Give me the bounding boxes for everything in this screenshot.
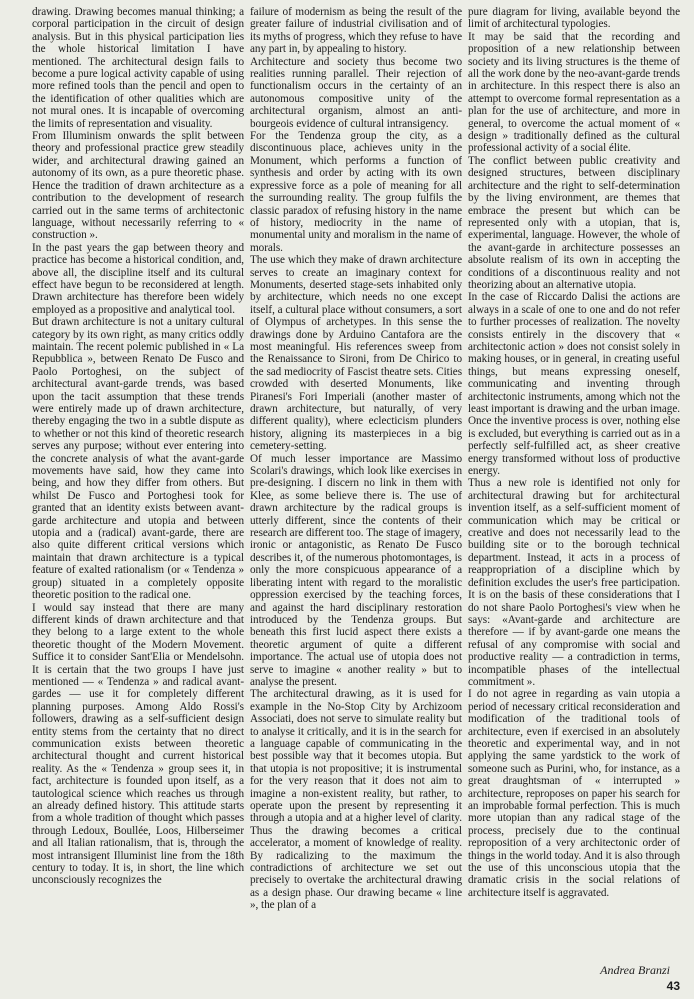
paragraph: Thus a new role is identified not only for architectural drawing but for architectural invention itself, as a self-sufficient moment of communication which may be critical or creative and does not necessarily lead to the building site or to the borough technical department. Instead, it acts in a process of reappropriation of a discipline which by definition excludes the user's free participation. It is on the basis of these considerations that I do not share Paolo Portoghesi's view when he says: «Avant-garde and architecture are therefore — if by avant-garde one means the refusal of any compromise with social and productive reality — a contradiction in terms, incompatible phases of the intellectual commitment ». xyxy=(468,477,680,688)
paragraph: In the case of Riccardo Dalisi the actions are always in a scale of one to one and do not refer to further processes of realization. The novelty consists entirely in the discovery that « architectonic action » does not consist solely in making houses, or in general, in creating useful things, but means expressing oneself, communicating and inventing through architectonic instruments, among which not the least important is drawing and the urban image. Once the inventive process is over, nothing else is excluded, but everything is carried out as in a perfectly self-fulfilled act, as sheer creative energy transformed without loss of productive energy. xyxy=(468,291,680,478)
paragraph: The use which they make of drawn architecture serves to create an imaginary context for Monuments, deserted stage-sets inhabited only by architecture, which needs no one except itself, a cultural place without consumers, a sort of Olympus of archetypes. In this sense the drawings done by Arduino Cantafora are the most meaningful. His references sweep from the Renaissance to Sironi, from De Chirico to the sad mediocrity of Fascist theatre sets. Cities crowded with deserted Monuments, like Piranesi's Fori Imperiali (another master of drawn architecture, but naturally, of very different quality), where eclecticism plunders history, aligning its masterpieces in a big cemetery-setting. xyxy=(250,254,462,453)
paragraph: Of much lesser importance are Massimo Scolari's drawings, which look like exercises in pre-designing. I discern no link in them with Klee, as some believe there is. The use of drawn architecture by the radical groups is utterly different, since the contents of their research are different too. The stage of imagery, ironic or antagonistic, as Renato De Fusco describes it, of the numerous photomontages, is only the more conspicuous appearance of a liberating intent with regard to the moralistic oppression exercised by the teaching forces, and against the hard disciplinary restoration introduced by the Tendenza groups. But beneath this first lucid aspect there exists a theoretic argument of quite a different importance. The actual use of utopia does not serve to imagine « another reality » but to analyse the present. xyxy=(250,452,462,688)
paragraph: I do not agree in regarding as vain utopia a period of necessary critical reconsideration and modification of the traditional tools of architecture, even if exercised in an absolutely theoretic and experimental way, and in not applying the same yardstick to the work of someone such as Purini, who, for instance, as a great draughtsman of « interrupted » architecture, reproposes on paper his search for an improbable formal perfection. This is much more utopian than any radical stage of the process, precisely due to the continual reproposition of a very architectonic order of things in the world today. And it is also through the use of this unconscious utopia that the dramatic crisis in the social relations of architecture itself is aggravated. xyxy=(468,688,680,899)
text-column-3 xyxy=(468,6,680,966)
paragraph: failure of modernism as being the result of the greater failure of industrial civilisation and of its myths of progress, which they refuse to have any part in, by appealing to history. xyxy=(250,6,462,56)
paragraph: But drawn architecture is not a unitary cultural category by its own right, as many critics oddly maintain. The recent polemic published in « La Repubblica », between Renato De Fusco and Paolo Portoghesi, on the subject of architectural avant-garde trends, was based upon the tacit assumption that these trends were entirely made up of drawn architecture, thereby engaging the two in a subtle dispute as to whether or not this kind of theoretic research serves any purpose; without ever entering into the concrete analysis of what the avant-garde movements have said, how they came into being, and how they differ from others. But whilst De Fusco and Portoghesi took for granted that an identity exists between avant-garde architecture and utopia and between utopia and a (radical) avant-garde, there are also quite different critical versions which maintain that drawn architecture is a typical feature of exalted rationalism (or « Tendenza » group) situated in a completely opposite theoretic position to the radical one. xyxy=(32,316,244,602)
paragraph: I would say instead that there are many different kinds of drawn architecture and that they belong to a large extent to the whole theoretic thought of the Modern Movement. Suffice it to consider Sant'Elia or Mendelsohn. It is certain that the two groups I have just mentioned — « Tendenza » and radical avant-gardes — use it for completely different planning purposes. Among Aldo Rossi's followers, drawing as a self-sufficient design entity stems from the certainty that no direct communication exists between theoretic architectural thought and current historical reality. As the « Tendenza » group sees it, in fact, architecture is founded upon itself, as a tautological science which reaches us through an already defined history. This attitude starts from a whole tradition of thought which passes through Ledoux, Boullée, Loos, Hilberseimer and all Italian rationalism, that is, through the most intransigent Illuminist line from the 18th century to today. It is, in short, the line which unconsciously recognizes the xyxy=(32,601,244,887)
text-column-1 xyxy=(32,6,244,966)
paragraph: pure diagram for living, available beyond the limit of architectural typologies. xyxy=(468,6,680,31)
text-column-2 xyxy=(250,6,462,966)
paragraph: From Illuminism onwards the split between theory and professional practice grew steadily wider, and architectural drawing gained an autonomy of its own, as a pure theoretic phase. Hence the tradition of drawn architecture as a contribution to the development of research carried out in the same terms of architectonic language, without necessarily referring to « construction ». xyxy=(32,130,244,242)
paragraph: It may be said that the recording and proposition of a new relationship between society and its living structures is the theme of all the work done by the neo-avant-garde trends in architecture. In this respect there is also an attempt to overcome formal representation as a plan for the use of architecture, and more in general, to overcome the actual moment of « design » traditionally defined as the cultural professional activity of a social élite. xyxy=(468,30,680,155)
paragraph: In the past years the gap between theory and practice has become a historical condition, and, above all, the discipline itself and its cultural effect have begun to be reconsidered at length. Drawn architecture has therefore been widely employed as a propositive and analytical tool. xyxy=(32,241,244,316)
paragraph: The architectural drawing, as it is used for example in the No-Stop City by Archizoom Associati, does not serve to simulate reality but to analyse it critically, and it is in the search for a language capable of communicating in the best possible way that it becomes utopia. But that utopia is not propositive; it is instrumental for the very reason that it does not aim to imagine a non-existent reality, but rather, to operate upon the present by representing it through a utopia and at a higher level of clarity. Thus the drawing becomes a critical accelerator, a moment of knowledge of reality. By radicalizing to the maximum the contradictions of architecture we set out precisely to overtake the architectural drawing as a design phase. Our drawing became « line », the plan of a xyxy=(250,688,462,912)
article-page xyxy=(32,6,680,991)
paragraph: drawing. Drawing becomes manual thinking; a corporal participation in the circuit of design analysis. But in this physical participation lies the whole historical limitation I have mentioned. The architectural design fails to become a pure logical activity capable of using more refined tools than the pencil and open to the identification of other qualities which are not mural ones. It is incapable of overcoming the limits of representation and visuality. xyxy=(32,6,244,130)
paragraph: For the Tendenza group the city, as a discontinuous place, achieves unity in the Monument, which performs a function of synthesis and order by acting with its own expressive force as a pole of meaning for all the surrounding reality. The group fulfils the classic paradox of refusing history in the name of history, mediocrity in the name of monumental unity and moralism in the name of morals. xyxy=(250,130,462,254)
paragraph: Architecture and society thus become two realities running parallel. Their rejection of functionalism occurs in the certainty of an autonomous compositive unity of the architectural organism, almost an anti-bourgeois evidence of cultural intransigency. xyxy=(250,55,462,130)
page-number: 43 xyxy=(666,979,680,993)
paragraph: The conflict between public creativity and designed structures, between disciplinary architecture and the right to self-determination by the living environment, are themes that embrace the present but which can be represented only with a utopian, that is, experimental, language. However, the whole of the avant-garde in architecture possesses an absolute realism of its own in accepting the conditions of a discontinuous reality and not theorizing about an alternative utopia. xyxy=(468,154,680,291)
author-signature: Andrea Branzi xyxy=(600,963,670,977)
